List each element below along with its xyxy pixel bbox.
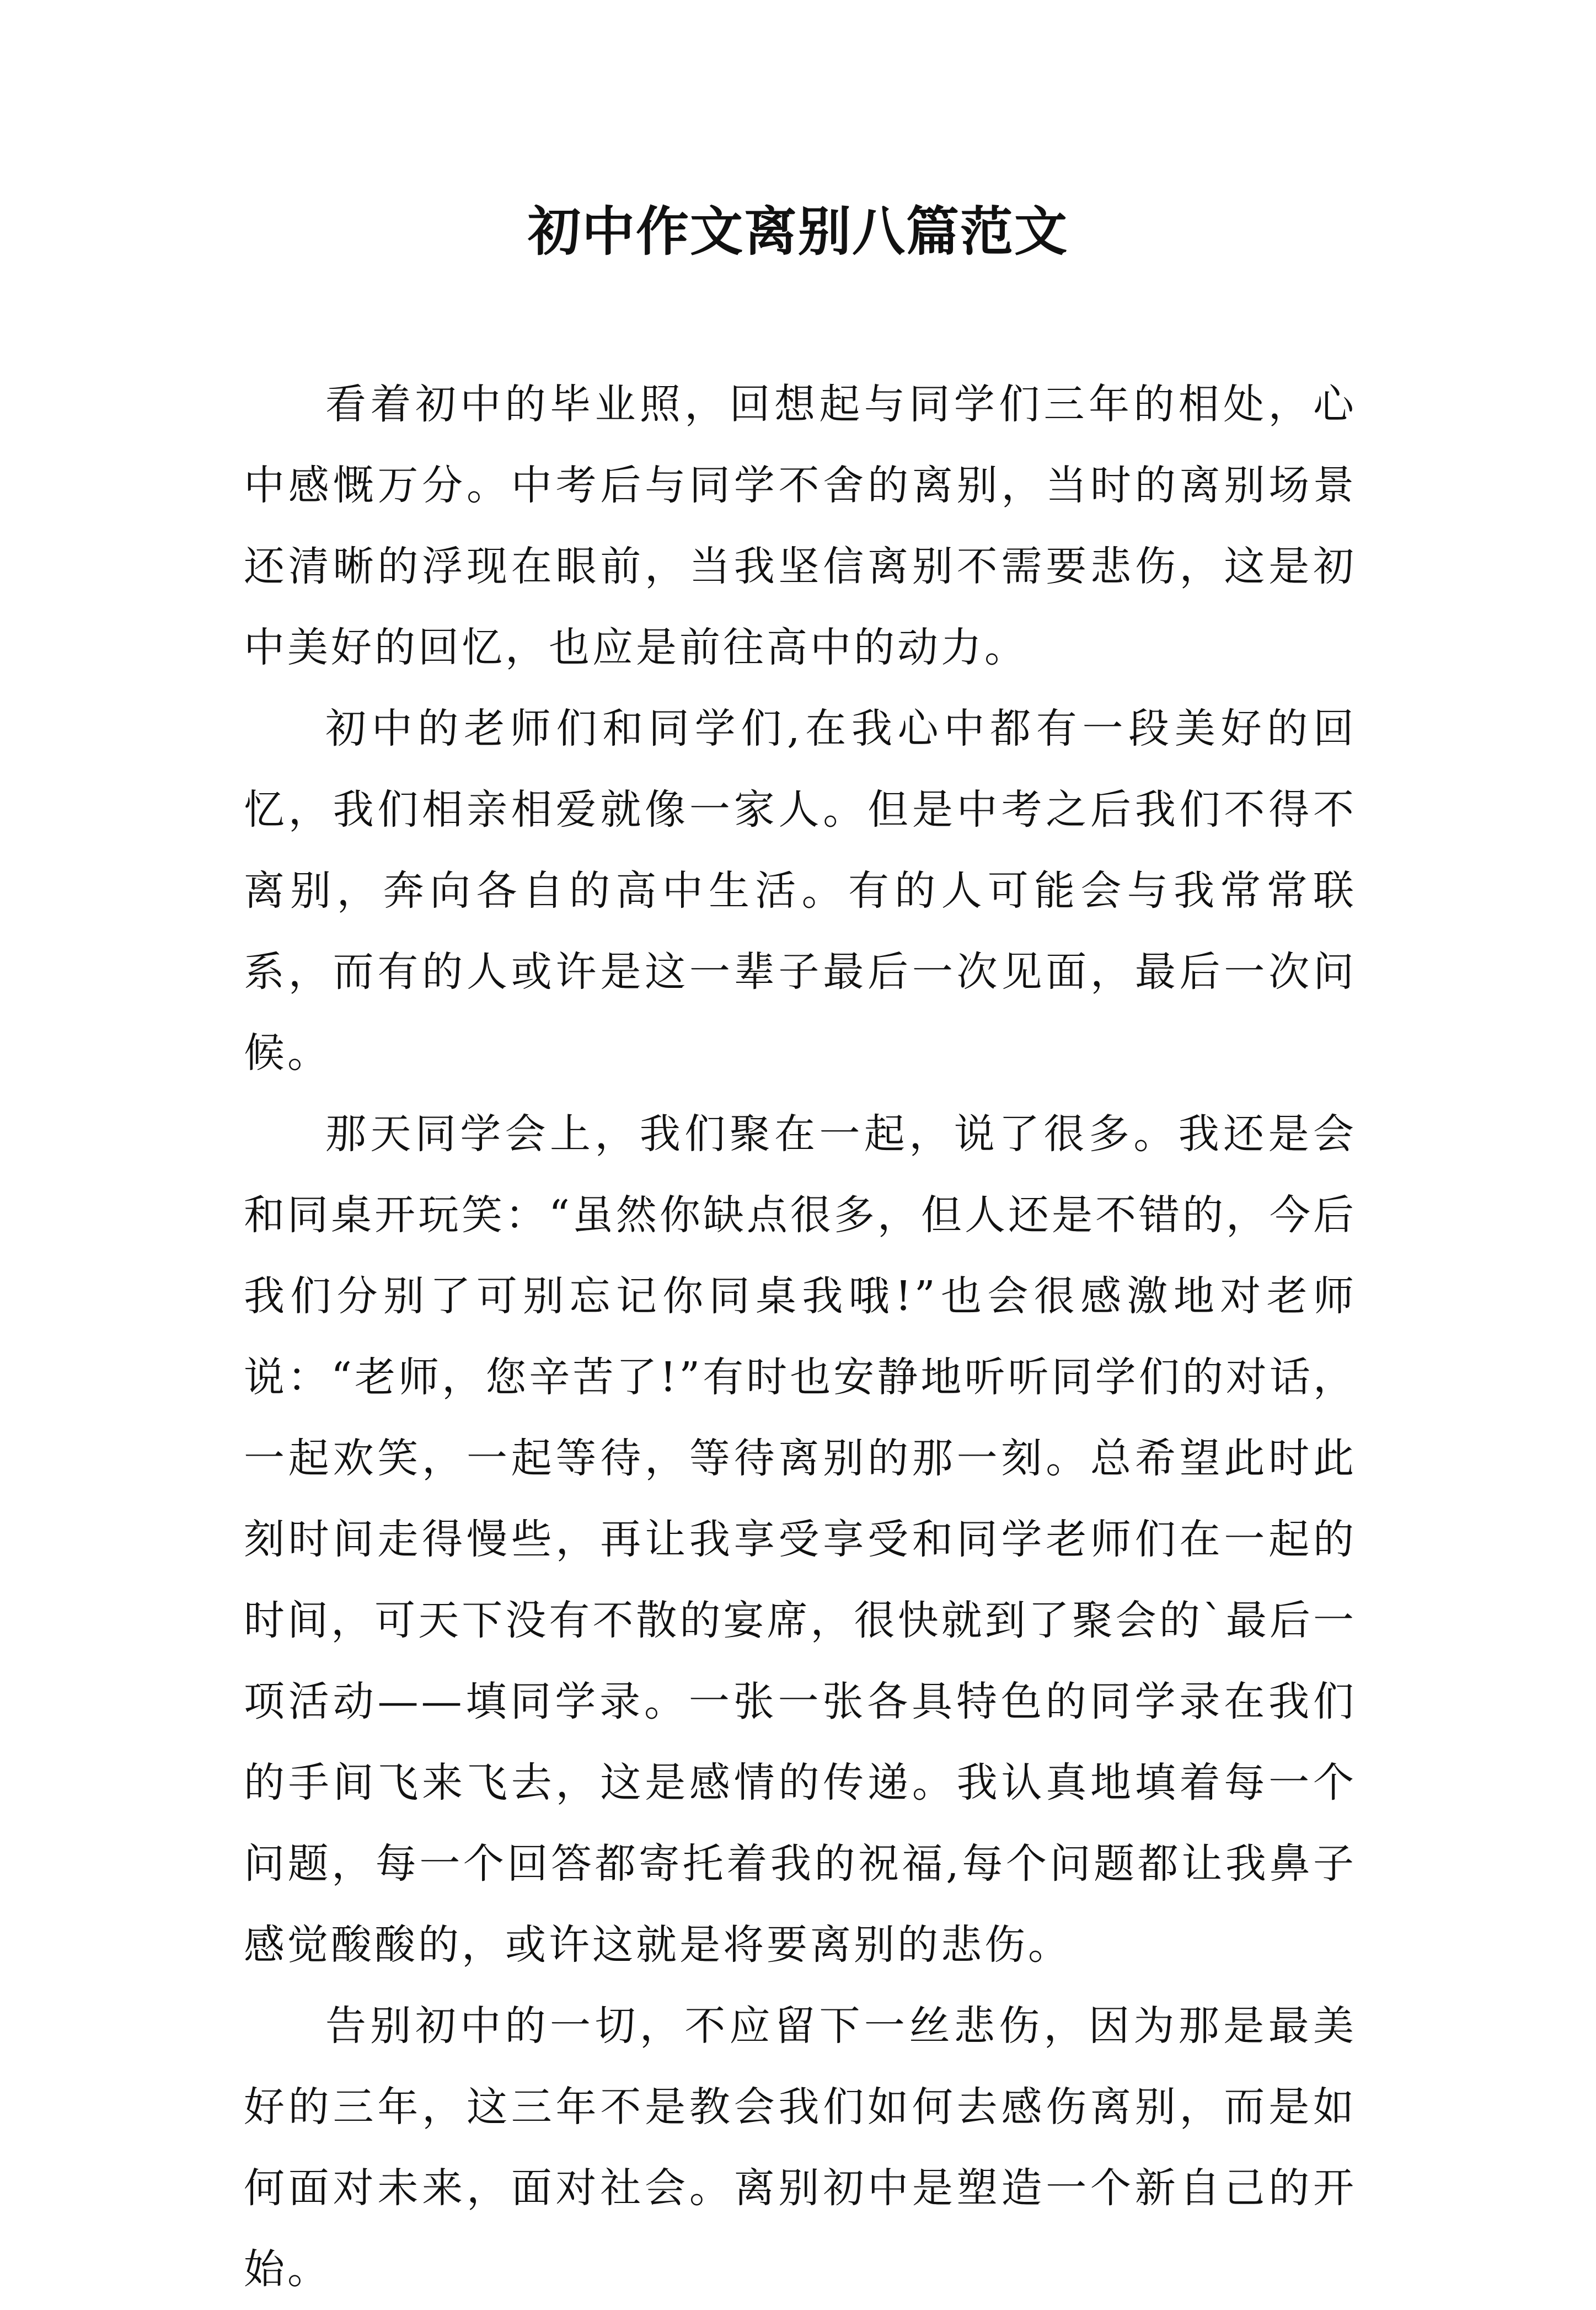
paragraph-1: 看着初中的毕业照，回想起与同学们三年的相处，心中感慨万分。中考后与同学不舍的离别，当时的离别场景还清晰的浮现在眼前，当我坚信离别不需要悲伤，这是初中美好的回忆，也应是前往高中的动力。: [244, 381, 1357, 671]
paragraph-2: 初中的老师们和同学们,在我心中都有一段美好的回忆，我们相亲相爱就像一家人。但是中考之后我们不得不离别，奔向各自的高中生活。有的人可能会与我常常联系，而有的人或许是这一辈子最后一次见面，最后一次问候。: [244, 705, 1357, 1077]
paragraph-4: 告别初中的一切，不应留下一丝悲伤，因为那是最美好的三年，这三年不是教会我们如何去感伤离别，而是如何面对未来，面对社会。离别初中是塑造一个新自己的开始。: [244, 2002, 1357, 2293]
document-title: 初中作文离别八篇范文: [528, 200, 1068, 263]
document-body: [244, 364, 1357, 2310]
paragraph-3: 那天同学会上，我们聚在一起，说了很多。我还是会和同桌开玩笑：“虽然你缺点很多，但人还是不错的，今后我们分别了可别忘记你同桌我哦!”也会很感激地对老师说：“老师，您辛苦了!”有时也安静地听听同学们的对话，一起欢笑，一起等待，等待离别的那一刻。总希望此时此刻时间走得慢些，再让我享受享受和同学老师们在一起的时间，可天下没有不散的宴席，很快就到了聚会的`最后一项活动——填同学录。一张一张各具特色的同学录在我们的手间飞来飞去，这是感情的传递。我认真地填着每一个问题，每一个回答都寄托着我的祝福,每个问题都让我鼻子感觉酸酸的，或许这就是将要离别的悲伤。: [244, 1110, 1357, 1969]
